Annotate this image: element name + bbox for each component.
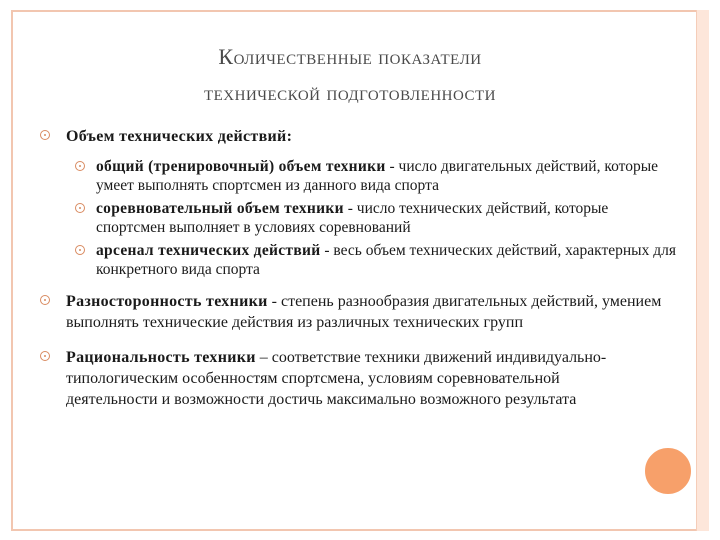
- bullet-icon: [40, 295, 50, 305]
- slide-title-line-1: Количественные показатели: [218, 44, 482, 69]
- slide-title-line-2: технической подготовленности: [203, 80, 497, 105]
- item-heading: Объем технических действий:: [66, 128, 293, 145]
- subitem-text: - число технических действий, которые спортсмен выполняет в условиях соревнований: [96, 200, 609, 236]
- subitem-heading: соревновательный объем техники: [96, 200, 344, 217]
- item-text: – соответствие техники движений индивидуально-типологическим особенностям спортсмена, условиям соревновательной деятельности и возможности достичь максимально возможного результата: [66, 349, 607, 408]
- list-item: [40, 126, 680, 147]
- bullet-icon: [40, 351, 50, 361]
- list-subitem: [40, 241, 680, 279]
- bullet-icon: [75, 203, 85, 213]
- subitem-heading: общий (тренировочный) объем техники: [96, 158, 386, 175]
- bullet-list: [40, 126, 680, 420]
- decorative-side-band: [696, 10, 709, 531]
- bullet-icon: [40, 130, 50, 140]
- list-subitem: [40, 157, 680, 195]
- decorative-circle: [642, 445, 694, 497]
- item-heading: Рациональность техники: [66, 349, 256, 366]
- bullet-icon: [75, 161, 85, 171]
- item-text: - степень разнообразия двигательных действий, умением выполнять технические действия из различных технических групп: [66, 293, 662, 331]
- subitem-heading: арсенал технических действий: [96, 242, 321, 259]
- subitem-text: - весь объем технических действий, характерных для конкретного вида спорта: [96, 242, 676, 278]
- list-item: [40, 347, 680, 410]
- list-item: [40, 291, 680, 333]
- list-subitem: [40, 199, 680, 237]
- item-heading: Разносторонность техники: [66, 293, 268, 310]
- bullet-icon: [75, 245, 85, 255]
- subitem-text: - число двигательных действий, которые умеет выполнять спортсмен из данного вида спорта: [96, 158, 659, 194]
